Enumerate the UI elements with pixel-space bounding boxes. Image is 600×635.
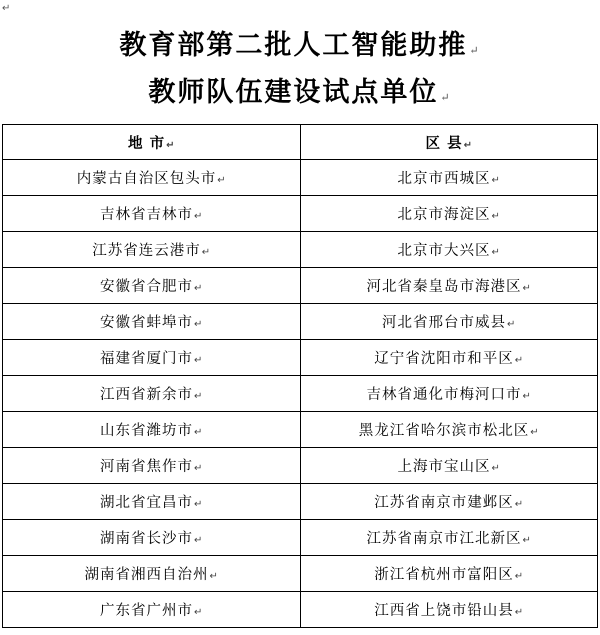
paragraph-mark: ↵ (194, 499, 203, 510)
cell-district (300, 592, 598, 628)
district-name: 河北省秦皇岛市海港区 (366, 279, 522, 295)
paragraph-mark: ↵ (194, 427, 203, 438)
district-name: 江西省上饶市铅山县 (374, 603, 514, 619)
district-name: 辽宁省沈阳市和平区 (374, 351, 514, 367)
paragraph-mark: ↵ (194, 283, 203, 294)
cell-city (3, 304, 301, 340)
paragraph-mark: ↵ (194, 607, 203, 618)
paragraph-mark: ↵ (514, 607, 524, 618)
city-name: 湖南省湘西自治州 (84, 567, 209, 583)
table-row (3, 340, 598, 376)
district-name: 北京市海淀区 (397, 207, 491, 223)
title-line-2 (0, 73, 600, 118)
cell-city (3, 268, 301, 304)
district-name: 北京市大兴区 (397, 243, 491, 259)
cell-district (300, 160, 598, 196)
city-name: 吉林省吉林市 (100, 207, 194, 223)
title-text-2: 教师队伍建设试点单位 (148, 77, 439, 108)
district-name: 河北省邢台市威县 (382, 315, 507, 331)
district-name: 上海市宝山区 (397, 459, 491, 475)
cell-city (3, 232, 301, 268)
paragraph-mark: ↵ (2, 3, 11, 14)
table-row (3, 160, 598, 196)
paragraph-mark: ↵ (194, 535, 203, 546)
city-name: 江西省新余市 (100, 387, 194, 403)
header-district (300, 125, 598, 160)
paragraph-mark: ↵ (514, 571, 524, 582)
paragraph-mark: ↵ (201, 247, 211, 258)
district-name: 吉林省通化市梅河口市 (366, 387, 522, 403)
cell-city (3, 376, 301, 412)
city-name: 内蒙古自治区包头市 (76, 171, 217, 187)
city-name: 福建省厦门市 (100, 351, 194, 367)
district-name: 黑龙江省哈尔滨市松北区 (358, 423, 530, 439)
table-row (3, 232, 598, 268)
table-row (3, 592, 598, 628)
paragraph-mark: ↵ (491, 175, 500, 186)
paragraph-mark: ↵ (209, 571, 218, 582)
cell-district (300, 340, 598, 376)
paragraph-mark: ↵ (530, 427, 539, 438)
paragraph-mark: ↵ (194, 211, 203, 222)
paragraph-mark: ↵ (194, 319, 203, 330)
paragraph-mark: ↵ (166, 139, 175, 151)
city-name: 河南省焦作市 (100, 459, 194, 475)
pilot-units-table (2, 124, 598, 628)
cell-district (300, 376, 598, 412)
cell-city (3, 556, 301, 592)
table-row (3, 556, 598, 592)
table-row (3, 520, 598, 556)
paragraph-mark: ↵ (463, 139, 472, 151)
city-name: 山东省潍坊市 (100, 423, 194, 439)
cell-city (3, 340, 301, 376)
paragraph-mark: ↵ (491, 247, 500, 258)
header-district-label: 区 县 (425, 135, 463, 152)
cell-district (300, 196, 598, 232)
cell-district (300, 556, 598, 592)
district-name: 浙江省杭州市富阳区 (374, 567, 514, 583)
document-title (0, 0, 600, 118)
cell-city (3, 196, 301, 232)
city-name: 湖南省长沙市 (100, 531, 194, 547)
paragraph-mark: ↵ (491, 463, 500, 474)
cell-district (300, 412, 598, 448)
cell-district (300, 448, 598, 484)
table-row (3, 448, 598, 484)
table-row (3, 304, 598, 340)
paragraph-mark: ↵ (194, 355, 203, 366)
paragraph-mark: ↵ (514, 355, 524, 366)
table-row (3, 376, 598, 412)
table-row (3, 412, 598, 448)
cell-district (300, 232, 598, 268)
city-name: 安徽省合肥市 (100, 279, 194, 295)
district-name: 江苏省南京市江北新区 (366, 531, 522, 547)
header-city (3, 125, 301, 160)
paragraph-mark: ↵ (217, 175, 226, 186)
title-line-1 (0, 26, 600, 71)
paragraph-mark: ↵ (522, 535, 531, 546)
cell-city (3, 448, 301, 484)
cell-city (3, 520, 301, 556)
cell-city (3, 160, 301, 196)
district-name: 北京市西城区 (397, 171, 491, 187)
city-name: 广东省广州市 (100, 603, 194, 619)
paragraph-mark: ↵ (514, 499, 524, 510)
paragraph-mark: ↵ (469, 44, 481, 57)
paragraph-mark: ↵ (194, 463, 203, 474)
cell-city (3, 484, 301, 520)
paragraph-mark: ↵ (491, 211, 500, 222)
district-name: 江苏省南京市建邺区 (374, 495, 514, 511)
cell-city (3, 412, 301, 448)
cell-district (300, 520, 598, 556)
paragraph-mark: ↵ (507, 319, 516, 330)
paragraph-mark: ↵ (194, 391, 203, 402)
title-text-1: 教育部第二批人工智能助推 (119, 30, 468, 61)
cell-district (300, 304, 598, 340)
table-row (3, 196, 598, 232)
paragraph-mark: ↵ (522, 283, 531, 294)
city-name: 安徽省蚌埠市 (100, 315, 194, 331)
header-city-label: 地 市 (128, 135, 166, 152)
cell-district (300, 268, 598, 304)
table-row (3, 268, 598, 304)
paragraph-mark: ↵ (440, 91, 452, 104)
city-name: 湖北省宜昌市 (100, 495, 194, 511)
city-name: 江苏省连云港市 (92, 243, 201, 259)
table-row (3, 484, 598, 520)
table-header-row (3, 125, 598, 160)
cell-district (300, 484, 598, 520)
paragraph-mark: ↵ (522, 391, 531, 402)
cell-city (3, 592, 301, 628)
